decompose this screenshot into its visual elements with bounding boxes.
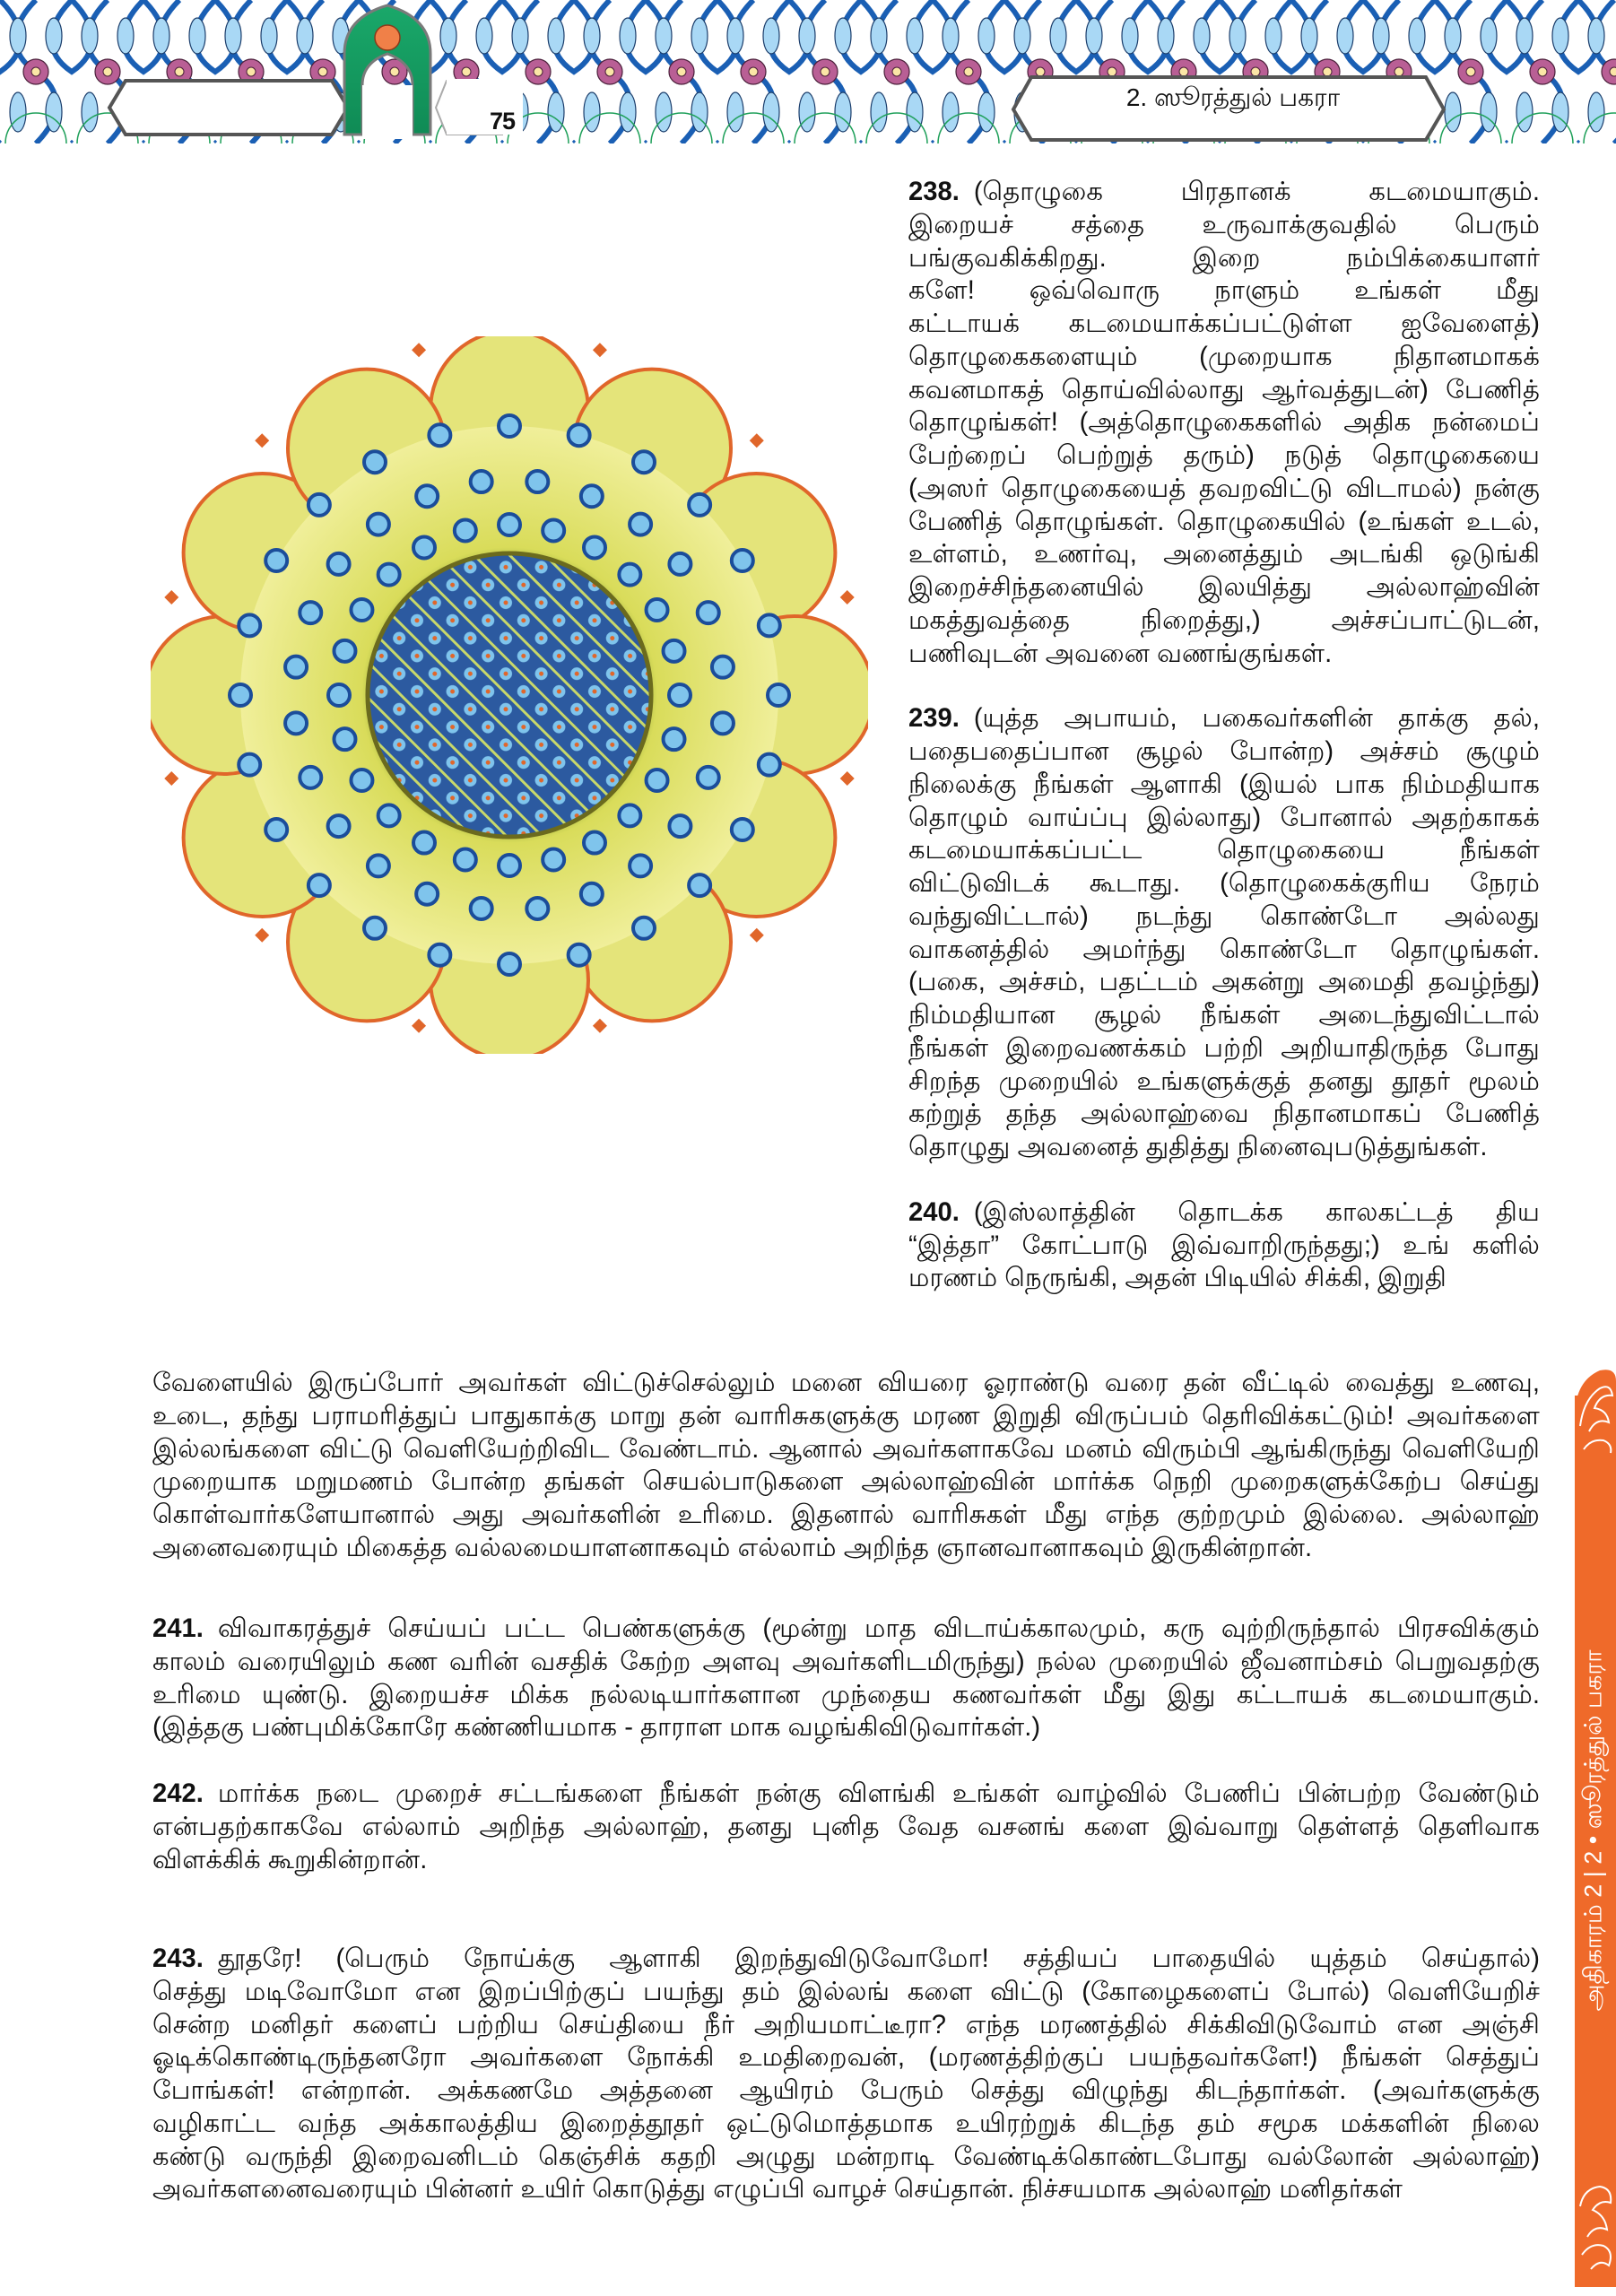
mandala-tip <box>255 433 269 448</box>
mandala-blue-dot <box>308 494 330 516</box>
verse-238 <box>908 176 1540 670</box>
verse-number: 239. <box>908 704 960 734</box>
line-text: விட்டுவிடக் கூடாது. (தொழுகைக்குரிய நேரம் <box>908 869 1540 898</box>
mandala-blue-dot <box>334 728 355 750</box>
line-text: வாகனத்தில் அமர்ந்து கொண்டோ தொழுங்கள். <box>908 935 1540 964</box>
verse-241 <box>152 1613 1540 1744</box>
mandala-blue-dot <box>630 514 651 535</box>
line-text: அனைவரையும் மிகைத்த வல்லமையாளனாகவும் எல்லாம் அறிந்த ஞானவானாகவும் இருகின்றான். <box>152 1533 1313 1562</box>
line-text: (பகை, அச்சம், பதட்டம் அகன்று அமைதி தவழ்ந்து) <box>908 968 1540 997</box>
mandala-blue-dot <box>689 494 710 516</box>
mandala-blue-dot <box>759 614 780 636</box>
text-line <box>908 900 1540 934</box>
text-line <box>908 1262 1540 1295</box>
mandala-blue-dot <box>669 815 691 837</box>
line-text: வேளையில் இருப்போர் அவர்கள் விட்டுச்செல்லும் மனை வியரை ஓராண்டு வரை தன் வீட்டில் வைத்து உணவு, <box>152 1369 1540 1397</box>
mandala-blue-dot <box>768 684 789 706</box>
mandala-blue-dot <box>300 767 321 788</box>
mandala-blue-dot <box>230 684 251 706</box>
mandala-blue-dot <box>619 804 640 826</box>
text-line <box>908 242 1540 275</box>
text-line <box>908 1065 1540 1099</box>
line-text: கொள்வார்களேயானால் அது அவர்களின் உரிமை. இதனால் வாரிசுகள் மீது எந்த குற்றமும் இல்லை. அல்லாஹ் <box>152 1500 1540 1529</box>
mandala-blue-dot <box>455 519 476 541</box>
text-line <box>908 1098 1540 1131</box>
mandala-blue-dot <box>543 849 564 871</box>
line-text: தொழுங்கள்! (அத்தொழுகைகளில் அதிக நன்மைப் <box>908 408 1540 438</box>
mandala-blue-dot <box>300 602 321 623</box>
line-text: உரிமை யுண்டு. இறையச்ச மிக்க நல்லடியார்களான முந்தைய கணவர்கள் மீது இது கட்டாயக் கடமையாகும். <box>152 1680 1540 1709</box>
mandala-blue-dot <box>265 550 287 571</box>
text-line <box>908 769 1540 802</box>
text-line <box>152 1778 1540 1811</box>
mandala-blue-dot <box>429 944 450 966</box>
mandala-blue-dot <box>569 424 590 446</box>
line-text: மரணம் நெருங்கி, அதன் பிடியில் சிக்கி, இறுதி <box>908 1264 1447 1293</box>
line-text: பங்குவகிக்கிறது. இறை நம்பிக்கையாளர் <box>908 243 1540 273</box>
line-text: (யுத்த அபாயம், பகைவர்களின் தாக்கு தல், <box>973 704 1540 734</box>
text-line <box>152 2074 1540 2108</box>
verse-239 <box>908 702 1540 1164</box>
mandala-blue-dot <box>364 918 386 939</box>
line-text: கட்டாயக் கடமையாக்கப்பட்டுள்ள ஐவேளைத்) <box>908 309 1540 338</box>
mandala-blue-dot <box>499 415 520 437</box>
mandala-blue-dot <box>581 883 603 905</box>
text-line <box>152 1532 1540 1565</box>
text-line <box>152 1499 1540 1532</box>
line-text: தூதரே! (பெரும் நோய்க்கு ஆளாகி இறந்துவிடுவோமோ! சத்தியப் பாதையில் யுத்தம் செய்தால்) <box>217 1944 1540 1973</box>
mandala-blue-dot <box>712 657 734 678</box>
mandala-blue-dot <box>698 602 719 623</box>
text-line <box>908 374 1540 407</box>
text-line <box>908 506 1540 539</box>
line-text: முறையாக மறுமணம் போன்ற தங்கள் செயல்பாடுகளை அல்லாஹ்வின் மார்க்க நெறி முறைகளுக்கேற்ப செய்து <box>152 1467 1540 1497</box>
line-text: விளக்கிக் கூறுகின்றான். <box>152 1845 428 1874</box>
line-text: கவனமாகத் தொய்வில்லாது ஆர்வத்துடன்) பேணித் <box>908 375 1540 404</box>
text-line <box>152 1844 1540 1877</box>
mandala-blue-dot <box>633 918 655 939</box>
verse-number: 243. <box>152 1944 204 1973</box>
mandala-ornament <box>151 336 868 1054</box>
mandala-blue-dot <box>351 770 372 791</box>
mandala-blue-dot <box>455 849 476 871</box>
mandala-tip <box>164 590 178 604</box>
verse-240-continued <box>152 1367 1540 1565</box>
mandala-tip <box>750 928 764 943</box>
text-line <box>908 735 1540 769</box>
text-line <box>908 209 1540 242</box>
text-line <box>152 1400 1540 1433</box>
line-text: மார்க்க நடை முறைச் சட்டங்களை நீங்கள் நன்கு விளங்கி உங்கள் வாழ்வில் பேணிப் பின்பற்ற வேண்டும் <box>217 1779 1540 1808</box>
mandala-blue-dot <box>759 754 780 776</box>
text-line <box>152 1711 1540 1744</box>
line-text: தொழும் வாய்ப்பு இல்லாது) போனால் அதற்காகக் <box>908 803 1540 832</box>
text-line <box>908 406 1540 439</box>
line-text: பேற்றைப் பெற்றுத் தரும்) நடுத் தொழுகையை <box>908 441 1540 470</box>
text-line <box>908 308 1540 341</box>
mandala-blue-dot <box>471 898 492 919</box>
line-text: நிலைக்கு நீங்கள் ஆளாகி (இயல் பாக நிம்மதியாக <box>908 770 1540 799</box>
text-line <box>908 604 1540 638</box>
text-line <box>152 1433 1540 1466</box>
verse-number: 242. <box>152 1779 204 1808</box>
mandala-blue-dot <box>368 855 389 876</box>
line-text: தொழுது அவனைத் துதித்து நினைவுபடுத்துங்கள். <box>908 1133 1488 1161</box>
line-text: உடை, தந்து பராமரித்துப் பாதுகாக்கு மாறு தன் வாரிசுகளுக்கு மரண இறுதி விருப்பம் தெரிவிக்கட்டும்! அவர்களை <box>152 1401 1540 1431</box>
text-line <box>152 2173 1540 2206</box>
text-line <box>908 867 1540 900</box>
line-text: நிம்மதியான சூழல் நீங்கள் அடைந்துவிட்டால் <box>908 1001 1540 1030</box>
mandala-blue-dot <box>647 599 668 621</box>
text-line <box>908 638 1540 671</box>
floral-border-pattern <box>0 0 1616 161</box>
right-column <box>908 176 1540 1295</box>
mandala-blue-dot <box>569 944 590 966</box>
line-text: கண்டு வருந்தி இறைவனிடம் கெஞ்சிக் கதறி அழுது மன்றாடி வேண்டிக்கொண்டபோது வல்லோன் அல்லாஹ்) <box>152 2142 1540 2171</box>
mandala-blue-dot <box>308 874 330 896</box>
line-text: நீங்கள் இறைவணக்கம் பற்றி அறியாதிருந்த போது <box>908 1033 1540 1063</box>
mandala-blue-dot <box>413 536 435 558</box>
line-text: இறைச்சிந்தனையில் இலயித்து அல்லாஹ்வின் <box>908 573 1540 602</box>
text-line <box>152 1465 1540 1499</box>
line-text: அவர்களனைவரையும் பின்னர் உயிர் கொடுத்து எழுப்பி வாழச் செய்தான். நிச்சயமாக அல்லாஹ் மனிதர்கள் <box>152 2175 1403 2205</box>
mandala-blue-dot <box>499 514 520 535</box>
mandala-blue-dot <box>334 640 355 662</box>
text-line <box>908 834 1540 867</box>
mandala-blue-dot <box>669 684 691 706</box>
text-line <box>152 2141 1540 2174</box>
line-text: “இத்தா” கோட்பாடு இவ்வாறிருந்தது;) உங் களில் <box>908 1231 1540 1260</box>
mandala-blue-dot <box>239 614 260 636</box>
text-line <box>152 1367 1540 1400</box>
text-line <box>152 1613 1540 1646</box>
mandala-blue-dot <box>378 804 400 826</box>
line-text: விவாகரத்துச் செய்யப் பட்ட பெண்களுக்கு (மூன்று மாத விடாய்க்காலமும், கரு வுற்றிருந்தால் பிரசவிக்கும் <box>217 1614 1540 1643</box>
line-text: செத்து மடிவோமோ என இறப்பிற்குப் பயந்து தம் இல்லங் களை விட்டு (கோழைகளைப் போல்) வெளியேறிச் <box>152 1977 1540 2006</box>
mandala-blue-dot <box>581 485 603 507</box>
mandala-blue-dot <box>664 728 685 750</box>
line-text: வந்துவிட்டால்) நடந்து கொண்டோ அல்லது <box>908 901 1540 931</box>
line-text: கற்றுத் தந்த அல்லாஹ்வை நிதானமாகப் பேணித் <box>908 1100 1540 1129</box>
line-text: (இத்தகு பண்புமிக்கோரே கண்ணியமாக - தாராள மாக வழங்கிவிடுவார்கள்.) <box>152 1713 1041 1743</box>
text-line <box>908 439 1540 473</box>
text-line <box>908 176 1540 209</box>
line-text: காலம் வரையிலும் கண வரின் வசதிக் கேற்ற அளவு அவர்களிடமிருந்து) நல்ல முறையில் ஜீவனாம்சம் பெறுவதற்கு <box>152 1647 1540 1676</box>
text-line <box>152 2041 1540 2074</box>
mandala-blue-dot <box>364 451 386 473</box>
verse-242 <box>152 1778 1540 1876</box>
line-text: கடமையாக்கப்பட்ட தொழுகையை நீங்கள் <box>908 836 1540 865</box>
mandala-blue-dot <box>732 819 753 840</box>
mandala-tip <box>412 343 426 357</box>
text-line <box>908 702 1540 735</box>
mandala-blue-dot <box>543 519 564 541</box>
mandala-blue-dot <box>689 874 710 896</box>
text-line <box>152 2009 1540 2042</box>
mandala-blue-dot <box>328 684 350 706</box>
verse-241-block <box>152 1613 1540 1744</box>
text-line <box>908 341 1540 374</box>
mandala-blue-dot <box>584 832 605 854</box>
mandala-tip <box>750 433 764 448</box>
text-line <box>908 966 1540 999</box>
text-line <box>908 274 1540 308</box>
mandala-blue-dot <box>712 712 734 734</box>
mandala-blue-dot <box>499 953 520 975</box>
mandala-tip <box>840 771 855 786</box>
line-text: (இஸ்லாத்தின் தொடக்க காலகட்டத் திய <box>973 1197 1540 1227</box>
mandala-tip <box>840 590 855 604</box>
line-text: பணிவுடன் அவனை வணங்குங்கள். <box>908 639 1333 668</box>
line-text: இறையச் சத்தை உருவாக்குவதில் பெரும் <box>908 210 1540 239</box>
mandala-blue-dot <box>664 640 685 662</box>
mandala-blue-dot <box>630 855 651 876</box>
page-number: 75 <box>489 108 516 135</box>
text-line <box>908 934 1540 967</box>
mandala-tip <box>255 928 269 943</box>
text-line <box>152 1679 1540 1712</box>
mandala-blue-dot <box>584 536 605 558</box>
mandala-blue-dot <box>633 451 655 473</box>
mandala-blue-dot <box>732 550 753 571</box>
line-text: இல்லங்களை விட்டு வெளியேற்றிவிட வேண்டாம். ஆனால் அவர்களாகவே மனம் விரும்பி ஆங்கிருந்து வெளியேறி <box>152 1434 1540 1464</box>
text-line <box>152 1811 1540 1844</box>
mandala-blue-dot <box>416 883 438 905</box>
line-text: பேணித் தொழுங்கள். தொழுகையில் (உங்கள் உடல், <box>908 507 1540 536</box>
text-line <box>152 1976 1540 2009</box>
line-text: (அஸர் தொழுகையைத் தவறவிட்டு விடாமல்) நன்கு <box>908 474 1540 503</box>
mandala-tip <box>412 1019 426 1033</box>
mandala-blue-dot <box>265 819 287 840</box>
text-line <box>908 473 1540 506</box>
verse-243-block <box>152 1943 1540 2206</box>
mandala-blue-dot <box>351 599 372 621</box>
mandala-blue-dot <box>239 754 260 776</box>
text-line <box>908 1196 1540 1230</box>
side-tab-label-wrap <box>1575 1396 1616 2266</box>
line-text: ஓடிக்கொண்டிருந்தனரோ அவர்களை நோக்கி உமதிறைவன், (மரணத்திற்குப் பயந்தவர்களே!) நீங்கள் செத்துப் <box>152 2043 1540 2073</box>
verse-240-intro <box>908 1196 1540 1295</box>
mandala-blue-dot <box>526 898 548 919</box>
verse-number: 238. <box>908 178 960 206</box>
line-text: வழிகாட்ட வந்த அக்காலத்திய இறைத்தூதர் ஒட்டுமொத்தமாக உயிரற்றுக் கிடந்த தம் சமூக மக்களின் நிலை <box>152 2109 1540 2138</box>
line-text: பதைபதைப்பான சூழல் போன்ற) அச்சம் சூழும் <box>908 737 1540 766</box>
mandala-blue-dot <box>471 471 492 492</box>
mandala-blue-dot <box>698 767 719 788</box>
verse-number: 241. <box>152 1614 204 1643</box>
mandala-blue-dot <box>285 712 307 734</box>
chapter-title: 2. ஸூரத்துல் பகரா <box>1125 83 1341 111</box>
verse-243 <box>152 1943 1540 2206</box>
mandala-blue-dot <box>429 424 450 446</box>
verse-number: 240. <box>908 1197 960 1227</box>
line-text: களே! ஒவ்வொரு நாளும் உங்கள் மீது <box>908 276 1540 306</box>
line-text: மகத்துவத்தை நிறைத்து,) அச்சப்பாட்டுடன், <box>908 605 1540 635</box>
line-text: சிறந்த முறையில் உங்களுக்குத் தனது தூதர் மூலம் <box>908 1066 1540 1096</box>
verse-242-block <box>152 1778 1540 1876</box>
text-line <box>908 1032 1540 1065</box>
text-line <box>908 1230 1540 1263</box>
line-text: சென்ற மனிதர் களைப் பற்றிய செய்தியை நீர் அறியமாட்டீரா? எந்த மரணத்தில் சிக்கிவிடுவோம் என அஞ்சி <box>152 2010 1540 2039</box>
side-tab-label: அதிகாரம் 2 | 2 • ஸூரத்துல் பகரா <box>1579 1649 1607 2012</box>
mandala-blue-dot <box>526 471 548 492</box>
mandala-blue-dot <box>368 514 389 535</box>
line-text: (தொழுகை பிரதானக் கடமையாகும். <box>973 178 1540 206</box>
text-line <box>908 802 1540 835</box>
mandala-blue-dot <box>416 485 438 507</box>
mandala-blue-dot <box>328 553 350 575</box>
mandala-blue-dot <box>285 657 307 678</box>
mandala-blue-dot <box>378 564 400 586</box>
mandala-tip <box>593 1019 607 1033</box>
line-text: என்பதற்காகவே எல்லாம் அறிந்த அல்லாஹ், தனது புனித வேத வசனங் களை இவ்வாறு தெள்ளத் தெளிவாக <box>152 1812 1540 1841</box>
line-text: உள்ளம், உணர்வு, அனைத்தும் அடங்கி ஒடுங்கி <box>908 540 1540 570</box>
text-line <box>908 571 1540 604</box>
line-text: போங்கள்! என்றான். அக்கணமே அத்தனை ஆயிரம் பேரும் செத்து விழுந்து கிடந்தார்கள். (அவர்களுக்கு <box>152 2076 1540 2105</box>
text-line <box>152 2108 1540 2141</box>
mandala-blue-dot <box>669 553 691 575</box>
text-line <box>152 1943 1540 1976</box>
mandala-blue-dot <box>619 564 640 586</box>
mandala-blue-dot <box>499 855 520 876</box>
mandala-blue-dot <box>647 770 668 791</box>
text-line <box>152 1646 1540 1679</box>
mandala-blue-dot <box>413 832 435 854</box>
header-banner <box>0 0 1616 161</box>
mandala-tip <box>164 771 178 786</box>
mandala-tip <box>593 343 607 357</box>
text-line <box>908 999 1540 1032</box>
text-line <box>908 538 1540 571</box>
text-line <box>908 1131 1540 1164</box>
mandala-blue-dot <box>328 815 350 837</box>
line-text: தொழுகைகளையும் (முறையாக நிதானமாகக் <box>908 342 1540 371</box>
